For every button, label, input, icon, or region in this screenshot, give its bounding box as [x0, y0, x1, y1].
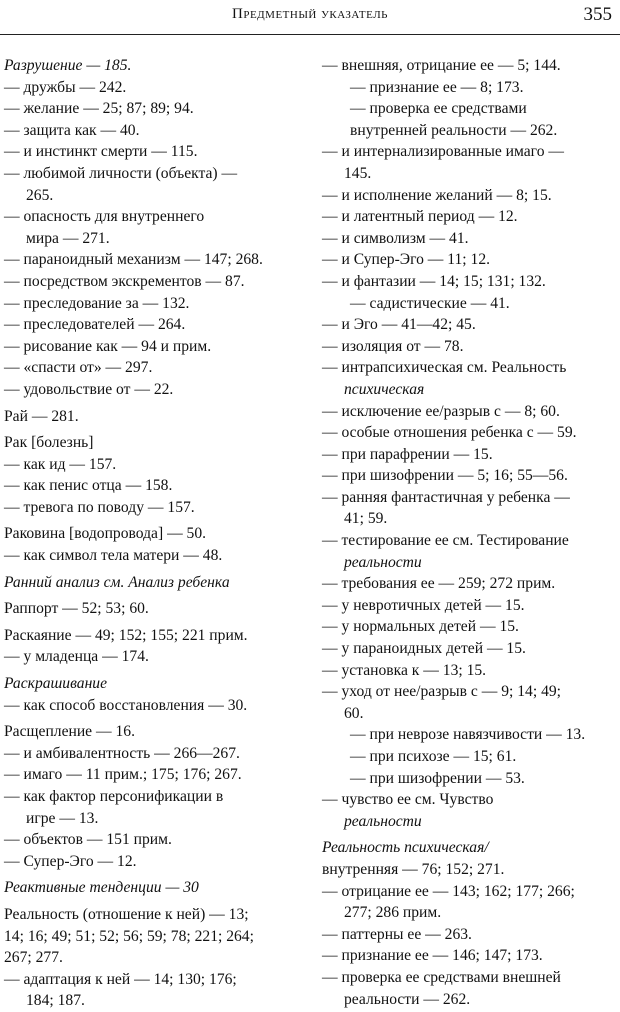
index-entry: — требования ее — 259; 272 прим.	[322, 575, 556, 593]
running-header	[0, 0, 620, 35]
index-entry: — как способ восстановления — 30.	[4, 696, 248, 714]
index-entry: — особые отношения ребенка с — 59.	[322, 424, 577, 442]
index-entry: — и символизм — 41.	[322, 229, 469, 247]
index-entry: Реальность (отношение к ней) — 13;	[4, 905, 249, 923]
index-entry: 265.	[26, 186, 54, 204]
index-entry: — и фантазии — 14; 15; 131; 132.	[322, 272, 546, 290]
index-entry: — изоляция от — 78.	[322, 337, 464, 355]
index-entry: — признание ее — 8; 173.	[350, 78, 524, 96]
index-entry: Расщепление — 16.	[4, 723, 135, 741]
index-entry: — преследование за — 132.	[4, 294, 190, 312]
index-column-left	[4, 55, 304, 1012]
index-entry: — тестирование ее см. Тестирование	[322, 532, 569, 550]
index-entry: реальности — 262.	[344, 990, 471, 1008]
index-entry: — отрицание ее — 143; 162; 177; 266;	[322, 882, 575, 900]
index-entry: Рак [болезнь]	[4, 434, 94, 452]
index-entry: — у параноидных детей — 15.	[322, 640, 526, 658]
index-entry: — тревога по поводу — 157.	[4, 498, 195, 516]
index-entry: — при парафрении — 15.	[322, 445, 493, 463]
index-entry: — как фактор персонификации в	[4, 788, 224, 805]
header-title: Предметный указатель	[232, 6, 388, 22]
index-entry: — у невротичных детей — 15.	[322, 596, 525, 614]
index-entry: Раскрашивание	[4, 675, 108, 693]
index-entry: — посредством экскрементов — 87.	[4, 272, 245, 290]
index-entry: — преследователей — 264.	[4, 316, 186, 334]
index-entry: реальности	[344, 812, 422, 830]
index-entry: 41; 59.	[344, 510, 388, 528]
index-entry: Разрушение — 185.	[4, 57, 132, 74]
index-entry: психическая	[344, 380, 425, 398]
index-entry: — при шизофрении — 5; 16; 55—56.	[322, 467, 568, 485]
index-entry: 277; 286 прим.	[344, 904, 442, 922]
index-entry: — при шизофрении — 53.	[350, 769, 525, 787]
index-entry: — параноидный механизм — 147; 268.	[4, 251, 263, 269]
index-entry: — проверка ее средствами внешней	[322, 968, 561, 986]
index-entry: — имаго — 11 прим.; 175; 176; 267.	[4, 766, 242, 784]
index-entry: 267; 277.	[4, 949, 63, 967]
index-entry: — интрапсихическая см. Реальность	[322, 359, 567, 377]
index-entry: Раскаяние — 49; 152; 155; 221 прим.	[4, 626, 248, 644]
index-entry: мира — 271.	[26, 229, 110, 247]
index-entry: — ранняя фантастичная у ребенка —	[322, 488, 570, 506]
index-entry: — у нормальных детей — 15.	[322, 618, 519, 636]
index-entry: — адаптация к ней — 14; 130; 176;	[4, 970, 237, 988]
index-entry: 14; 16; 49; 51; 52; 56; 59; 78; 221; 264;	[4, 927, 254, 945]
index-entry: — чувство ее см. Чувство	[322, 791, 494, 809]
index-entry: — и инстинкт смерти — 115.	[4, 143, 198, 161]
index-entry: 145.	[344, 164, 372, 182]
index-column-right	[322, 55, 618, 1010]
index-entry: — садистические — 41.	[350, 294, 510, 312]
index-entry: — исключение ее/разрыв с — 8; 60.	[322, 402, 560, 420]
index-entry: — уход от нее/разрыв с — 9; 14; 49;	[322, 683, 561, 701]
index-entry: — при психозе — 15; 61.	[350, 748, 517, 765]
page-number: 355	[583, 4, 612, 25]
index-entry: Ранний анализ см. Анализ ребенка	[4, 573, 230, 591]
index-entry: — рисование как — 94 и прим.	[4, 337, 212, 355]
index-entry: Раппорт — 52; 53; 60.	[4, 600, 149, 618]
index-entry: — дружбы — 242.	[4, 78, 127, 96]
index-entry: — признание ее — 146; 147; 173.	[322, 947, 543, 965]
index-entry: 60.	[344, 704, 364, 722]
index-entry: Реальность психическая/	[322, 839, 489, 857]
index-entry: — и латентный период — 12.	[322, 208, 518, 226]
index-entry: — как пенис отца — 158.	[4, 477, 173, 495]
index-entry: внутренняя — 76; 152; 271.	[322, 860, 505, 878]
index-entry: — «спасти от» — 297.	[4, 359, 153, 377]
index-entry: — защита как — 40.	[4, 121, 140, 139]
index-entry: — установка к — 13; 15.	[322, 661, 487, 679]
index-entry: 184; 187.	[26, 992, 85, 1010]
index-entry: внутренней реальности — 262.	[350, 121, 558, 139]
index-entry: — паттерны ее — 263.	[322, 925, 472, 943]
index-entry: — и интернализированные имаго —	[322, 143, 564, 161]
index-entry: — объектов — 151 прим.	[4, 831, 172, 849]
index-entry: — у младенца — 174.	[4, 648, 149, 666]
index-entry: — опасность для внутреннего	[4, 208, 205, 226]
index-entry: игре — 13.	[26, 809, 99, 827]
index-entry: — как ид — 157.	[4, 455, 117, 473]
index-entry: — и исполнение желаний — 8; 15.	[322, 186, 552, 204]
index-entry: — желание — 25; 87; 89; 94.	[4, 100, 194, 118]
index-entry: — внешняя, отрицание ее — 5; 144.	[322, 57, 561, 74]
index-entry: — проверка ее средствами	[350, 100, 527, 118]
index-entry: Реактивные тенденции — 30	[4, 879, 199, 897]
index-entry: Рай — 281.	[4, 407, 79, 425]
index-entry: — Супер-Эго — 12.	[4, 852, 137, 870]
index-entry: — как символ тела матери — 48.	[4, 547, 223, 565]
index-entry: — любимой личности (объекта) —	[4, 164, 238, 182]
index-entry: — и Супер-Эго — 11; 12.	[322, 251, 491, 269]
index-entry: — удовольствие от — 22.	[4, 380, 174, 398]
index-entry: — и амбивалентность — 266—267.	[4, 744, 240, 762]
index-entry: Раковина [водопровода] — 50.	[4, 525, 207, 543]
index-entry: — и Эго — 41—42; 45.	[322, 316, 476, 334]
index-entry: реальности	[344, 553, 422, 571]
index-entry: — при неврозе навязчивости — 13.	[350, 726, 586, 744]
